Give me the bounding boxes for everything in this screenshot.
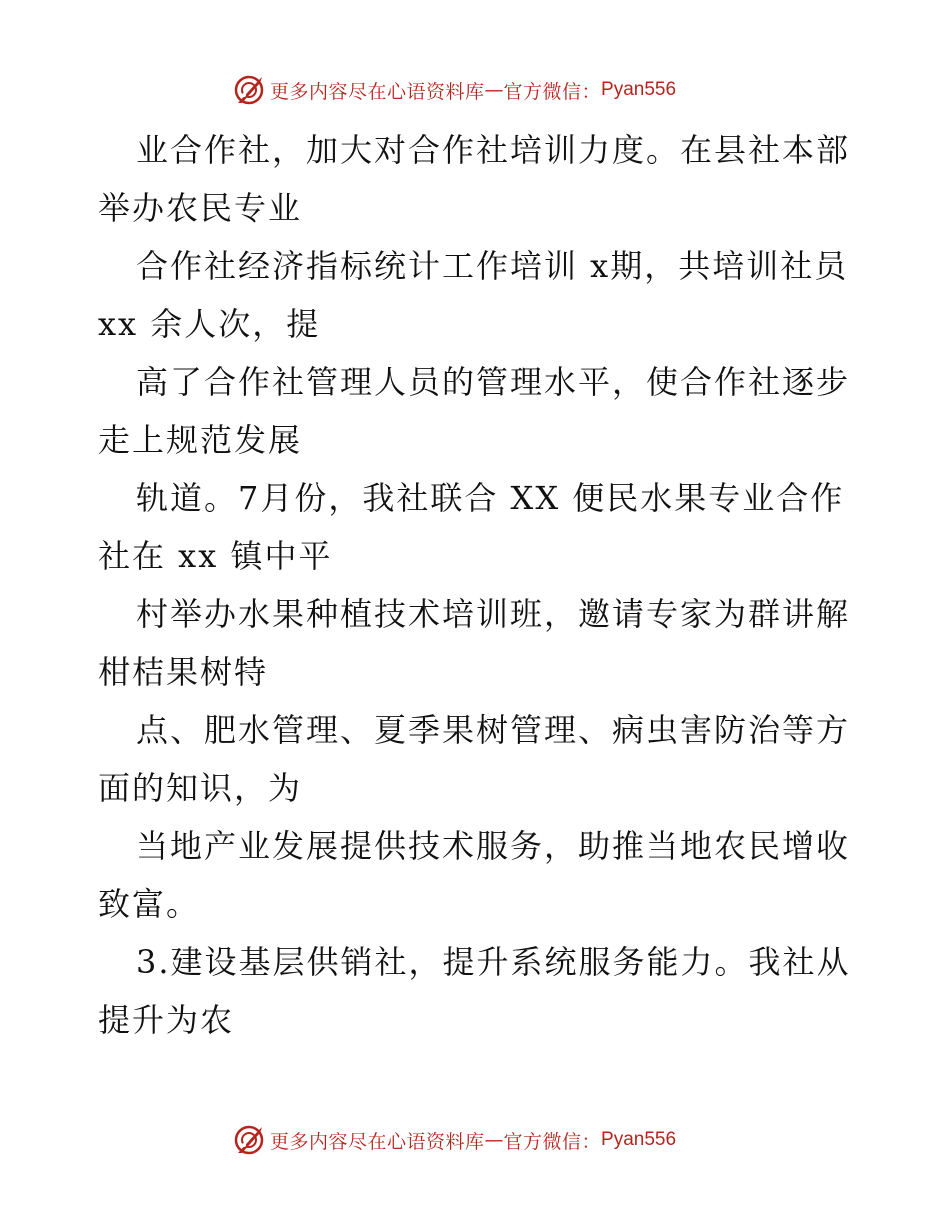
header-wechat-id: Pyan556 (601, 79, 677, 100)
footer-watermark-banner (232, 1122, 676, 1158)
paragraph-2: 合作社经济指标统计工作培训 x期，共培训社员 xx 余人次，提 (98, 247, 849, 343)
paragraph-1: 业合作社，加大对合作社培训力度。在县社本部举办农民专业 (98, 131, 851, 227)
header-banner-text: 更多内容尽在心语资料库 (270, 80, 485, 103)
footer-banner-text: 更多内容尽在心语资料库 (270, 1130, 485, 1153)
paragraph-5: 村举办水果种植技术培训班，邀请专家为群讲解柑桔果树特 (98, 595, 851, 691)
header-watermark-banner (232, 72, 676, 108)
pen-logo-icon (232, 73, 266, 107)
header-banner-contact: 官方微信： (503, 80, 602, 103)
document-body (98, 121, 858, 1049)
header-banner-separator: — (484, 79, 504, 101)
paragraph-6: 点、肥水管理、夏季果树管理、病虫害防治等方面的知识，为 (98, 711, 851, 807)
footer-wechat-id: Pyan556 (601, 1129, 677, 1150)
footer-banner-separator: — (484, 1129, 504, 1151)
paragraph-4: 轨道。7月份，我社联合 XX 便民水果专业合作社在 xx 镇中平 (98, 479, 845, 575)
paragraph-7: 当地产业发展提供技术服务，助推当地农民增收致富。 (98, 827, 851, 923)
pen-logo-icon (232, 1123, 266, 1157)
paragraph-8: 3.建设基层供销社，提升系统服务能力。我社从提升为农 (98, 943, 851, 1039)
paragraph-3: 高了合作社管理人员的管理水平，使合作社逐步走上规范发展 (98, 363, 851, 459)
footer-banner-contact: 官方微信： (503, 1130, 602, 1153)
